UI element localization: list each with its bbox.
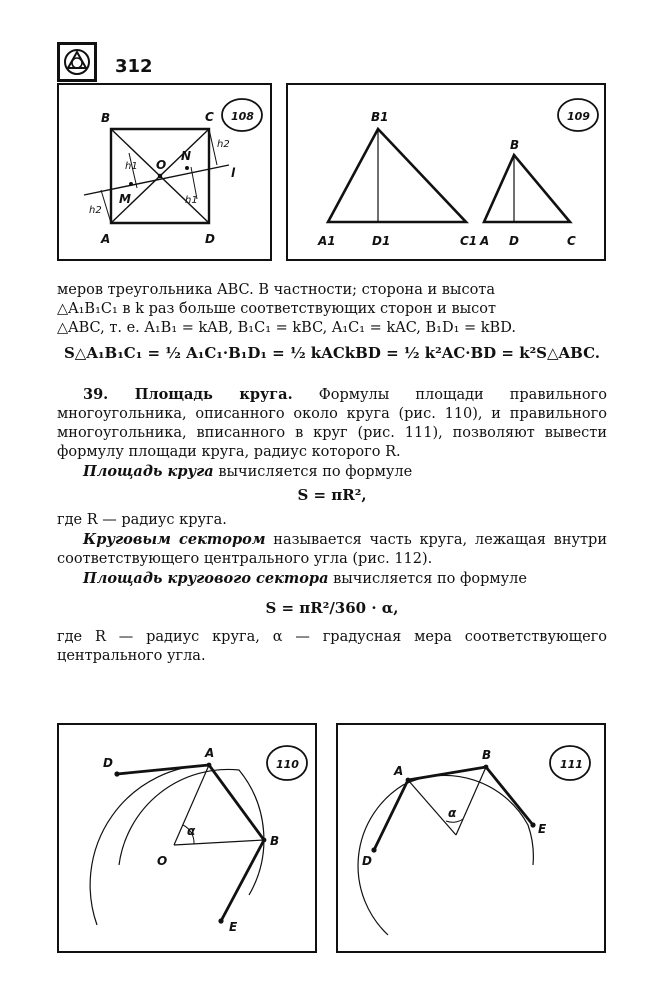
label-O: O (157, 854, 168, 868)
label-C: C (205, 110, 214, 124)
label-D: D (362, 854, 372, 868)
where-radius-alpha: где R — радиус круга, α — градусная мера соответствующего центрального угла. (57, 629, 607, 664)
triangle-a1b1c1 (328, 129, 466, 222)
label-A1: A1 (318, 234, 336, 248)
fig108-number: 108 (231, 110, 254, 123)
label-h2-left: h2 (89, 205, 102, 216)
label-C: C (567, 234, 576, 248)
sector-term: Круговым сектором (83, 531, 266, 548)
label-A: A (101, 232, 111, 246)
label-B: B (482, 748, 492, 762)
figure-108 (57, 83, 272, 261)
label-B1: B1 (371, 110, 389, 124)
label-C1: C1 (460, 234, 478, 248)
similarity-formula: S△A₁B₁C₁ = ½ A₁C₁·B₁D₁ = ½ kACkBD = ½ k²AC·BD = k²S△ABC. (63, 344, 601, 362)
label-N: N (181, 149, 192, 163)
body-text (57, 281, 607, 666)
label-D1: D1 (372, 234, 391, 248)
page-number: 312 (115, 56, 153, 77)
figure-109 (286, 83, 606, 261)
label-h2-right: h2 (217, 139, 230, 150)
sector-area-rest: вычисляется по формуле (333, 571, 527, 587)
circle-area-formula: S = πR², (297, 486, 367, 504)
label-A: A (480, 234, 490, 248)
section-39-heading: 39. Площадь круга. (83, 386, 293, 403)
text-line-1: меров треугольника ABC. В частности; сторона и высота (57, 282, 495, 298)
sector-rest: называется часть круга, лежащая внутри соответствующего центрального угла (рис. 112). (57, 532, 608, 567)
fig111-number: 111 (560, 758, 583, 771)
circle-area-sentence (57, 462, 607, 482)
logo-emblem-icon (60, 45, 94, 79)
sector-area-sentence (57, 569, 607, 589)
fig110-number: 110 (276, 758, 299, 771)
label-D: D (509, 234, 519, 248)
where-radius: где R — радиус круга. (57, 512, 227, 528)
label-A: A (394, 764, 404, 778)
label-B: B (510, 138, 520, 152)
text-line-2: △A₁B₁C₁ в k раз больше соответствующих сторон и высот (57, 301, 497, 317)
label-D: D (205, 232, 215, 246)
label-O: O (156, 158, 167, 172)
label-h1-left: h1 (125, 161, 138, 172)
circle-area-rest: вычисляется по формуле (218, 464, 413, 480)
label-alpha: α (187, 824, 196, 838)
label-D: D (103, 756, 113, 770)
sector-area-formula: S = πR²/360 · α, (265, 599, 399, 617)
text-line-3: △ABC, т. е. A₁B₁ = kAB, B₁C₁ = kBC, A₁C₁ = kAC, B₁D₁ = kBD. (57, 320, 516, 336)
label-h1-right: h1 (185, 195, 198, 206)
figure-110 (57, 723, 317, 953)
label-l: l (231, 166, 236, 180)
label-alpha: α (448, 806, 457, 820)
figure-111 (336, 723, 606, 953)
section-39-body: Формулы площади правильного многоугольника, описанного около круга (рис. 110), и правильного многоугольника, вписанного в круг (рис. 111), позволяют вывести формулу площади круга, радиус которого R. (57, 387, 607, 460)
label-A: A (205, 746, 215, 760)
book-logo (57, 42, 97, 82)
section-39-paragraph (57, 385, 607, 462)
label-B: B (101, 111, 111, 125)
sector-definition (57, 530, 607, 569)
label-M: M (119, 192, 131, 206)
label-E: E (538, 822, 547, 836)
sector-area-term: Площадь кругового сектора (83, 570, 329, 587)
label-B: B (270, 834, 280, 848)
fig109-number: 109 (567, 110, 590, 123)
circle-area-term: Площадь круга (83, 463, 214, 480)
triangle-abc (484, 155, 570, 222)
label-E: E (229, 920, 238, 934)
